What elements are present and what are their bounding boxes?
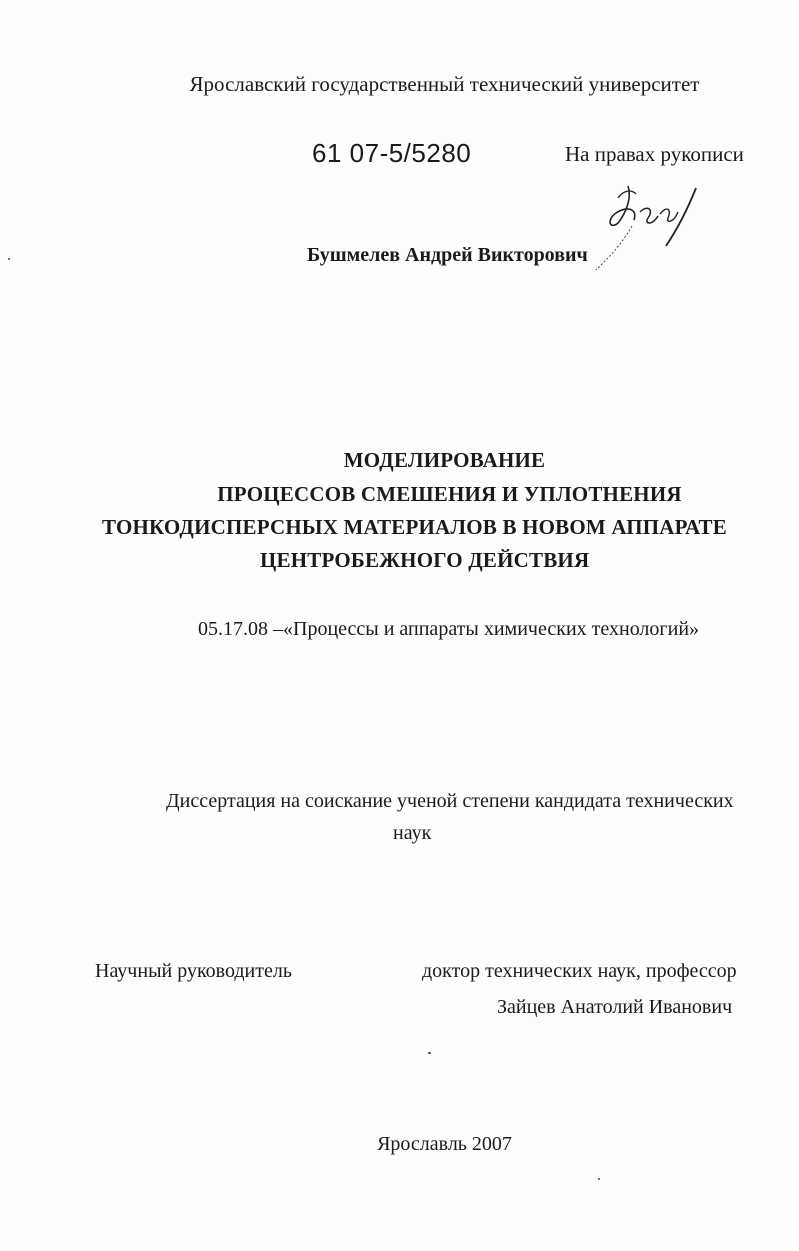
scan-speck — [428, 1052, 431, 1054]
dissertation-degree-line-1: Диссертация на соискание ученой степени кандидата технических — [166, 790, 734, 812]
rights-note: На правах рукописи — [565, 142, 744, 166]
title-line-4: ЦЕНТРОБЕЖНОГО ДЕЙСТВИЯ — [260, 548, 590, 572]
scan-speck — [598, 1178, 600, 1180]
author-name: Бушмелев Андрей Викторович — [307, 244, 588, 266]
city-year: Ярославль 2007 — [377, 1133, 512, 1155]
title-line-3: ТОНКОДИСПЕРСНЫХ МАТЕРИАЛОВ В НОВОМ АППАРАТЕ — [102, 515, 727, 539]
title-line-1: МОДЕЛИРОВАНИЕ — [343, 448, 546, 472]
supervisor-label: Научный руководитель — [95, 960, 292, 982]
catalog-number: 61 07-5/5280 — [312, 138, 472, 168]
university-name: Ярославский государственный технический университет — [189, 72, 700, 96]
dissertation-degree-line-2: наук — [393, 822, 432, 844]
handwritten-signature — [588, 168, 708, 278]
supervisor-degree: доктор технических наук, профессор — [422, 960, 737, 982]
specialty-code: 05.17.08 –«Процессы и аппараты химических технологий» — [198, 618, 700, 640]
scan-speck — [8, 258, 10, 260]
supervisor-name: Зайцев Анатолий Иванович — [497, 996, 733, 1018]
title-line-2: ПРОЦЕССОВ СМЕШЕНИЯ И УПЛОТНЕНИЯ — [217, 482, 682, 506]
